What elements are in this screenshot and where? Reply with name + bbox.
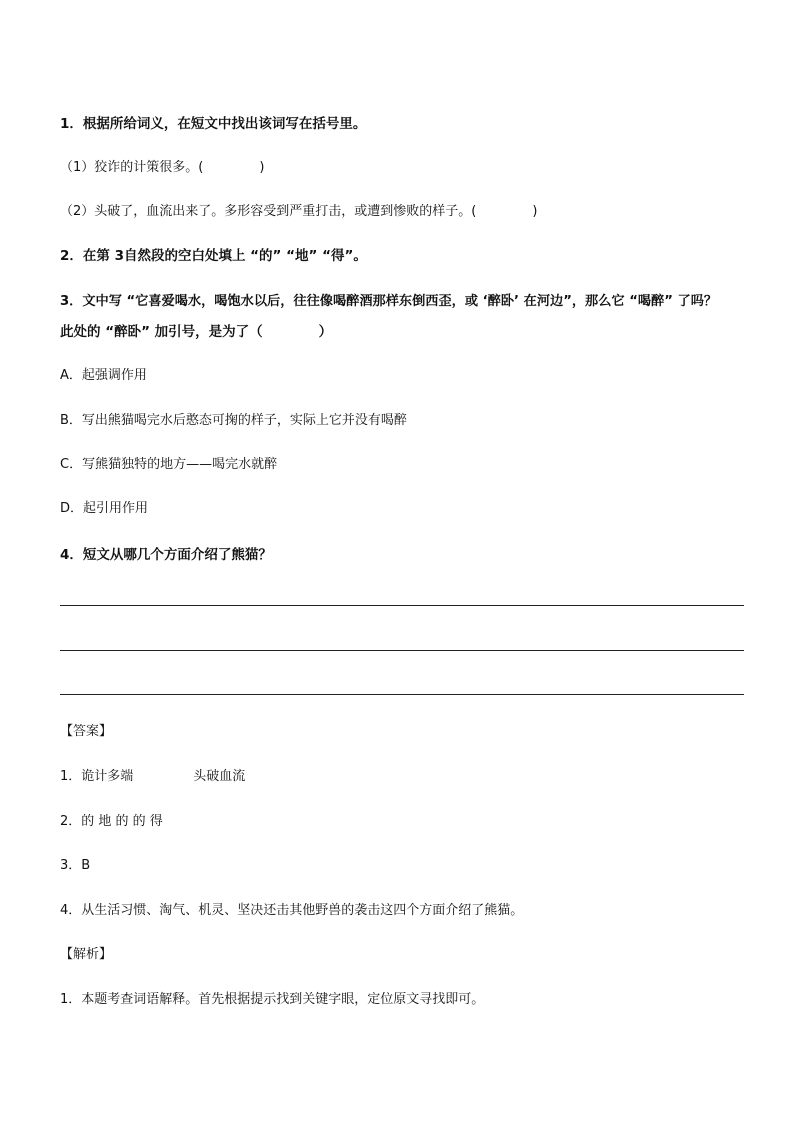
answer-1 (60, 767, 245, 787)
answer-3: 3．B (60, 858, 91, 873)
question-1-item-2-text: （2）头破了，血流出来了。多形容受到严重打击，或遭到惨败的样子。( (60, 204, 477, 219)
question-1-item-1 (60, 158, 264, 178)
question-3-title-line-2-close: ） (318, 324, 333, 340)
question-3-option-c: C．写熊猫独特的地方——喝完水就醉 (60, 457, 278, 472)
question-3-title-line-2 (60, 322, 332, 342)
question-1-title: 1．根据所给词义，在短文中找出该词写在括号里。 (60, 116, 367, 132)
answer-1-part-2: 头破血流 (193, 769, 246, 784)
analysis-heading: 【解析】 (60, 947, 113, 962)
answer-1-part-1: 1．诡计多端 (60, 769, 134, 784)
answer-line-2 (60, 650, 744, 651)
question-2-title: 2．在第 3自然段的空白处填上 “的” “地” “得”。 (60, 248, 367, 264)
question-1-item-1-text: （1）狡诈的计策很多。( (60, 160, 204, 175)
question-1-item-2 (60, 202, 537, 222)
question-3-title-line-1: 3．文中写 “它喜爱喝水，喝饱水以后，往往像喝醉酒那样东倒西歪，或 ‘醉卧’ 在河边”，那么它 “喝醉” 了吗？ (60, 294, 718, 309)
answer-line-3 (60, 694, 744, 695)
question-3-option-d: D．起引用作用 (60, 501, 149, 516)
question-4-title: 4．短文从哪几个方面介绍了熊猫？ (60, 547, 272, 563)
question-1-item-1-close: ) (259, 160, 265, 175)
analysis-paragraph-1: 1．本题考查词语解释。首先根据提示找到关键字眼，定位原文寻找即可。 (60, 992, 485, 1007)
question-3-title-line-2-text: 此处的 “醉卧” 加引号，是为了（ (60, 324, 263, 340)
question-1-item-2-close: ) (532, 204, 538, 219)
answer-4: 4．从生活习惯、淘气、机灵、坚决还击其他野兽的袭击这四个方面介绍了熊猫。 (60, 903, 524, 918)
answer-2: 2．的 地 的 的 得 (60, 814, 163, 829)
question-3-option-b: B．写出熊猫喝完水后憨态可掬的样子，实际上它并没有喝醉 (60, 413, 407, 428)
answer-line-1 (60, 605, 744, 606)
question-3-option-a: A．起强调作用 (60, 368, 147, 383)
answer-heading: 【答案】 (60, 724, 113, 739)
